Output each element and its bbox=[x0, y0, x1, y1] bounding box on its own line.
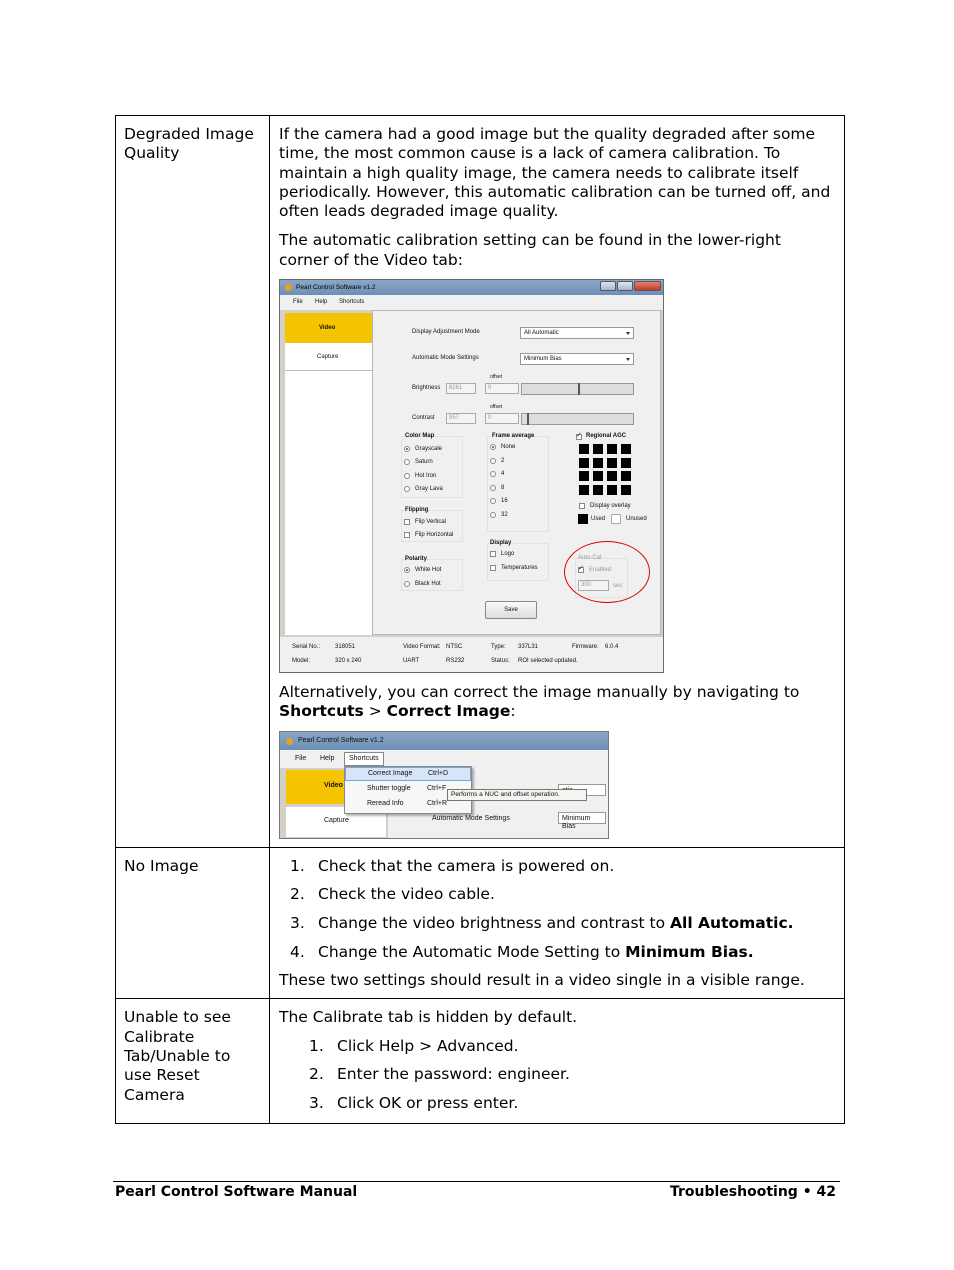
paragraph: These two settings should result in a video single in a visible range. bbox=[279, 971, 805, 990]
agc-cell bbox=[621, 471, 631, 481]
agc-cell bbox=[593, 471, 603, 481]
brightness-offset-field bbox=[485, 383, 519, 394]
offset-label: offset bbox=[490, 404, 503, 411]
menu-shortcuts: Shortcuts bbox=[344, 752, 384, 766]
close-icon bbox=[634, 281, 661, 291]
menu-file: File bbox=[293, 299, 303, 306]
maximize-icon bbox=[617, 281, 633, 291]
status-value: 318051 bbox=[335, 644, 356, 651]
agc-cell bbox=[579, 458, 589, 468]
list-item bbox=[279, 914, 835, 943]
used-swatch bbox=[578, 514, 588, 524]
polarity-option: White Hot bbox=[415, 567, 442, 574]
tab-capture-label: Capture bbox=[317, 354, 339, 361]
tab-capture bbox=[285, 343, 372, 371]
text-run: : bbox=[510, 702, 516, 721]
display-adjustment-value: All Automatic bbox=[524, 330, 559, 337]
step-text: Enter the password: engineer. bbox=[337, 1065, 570, 1084]
solution-cell bbox=[270, 847, 845, 999]
frame-average-option: 16 bbox=[501, 498, 508, 505]
color-map-option: Saturn bbox=[415, 459, 433, 466]
brightness-label: Brightness bbox=[412, 385, 441, 392]
status-value: RS232 bbox=[446, 658, 465, 665]
agc-cell bbox=[621, 444, 631, 454]
agc-cell bbox=[621, 458, 631, 468]
logo-checkbox bbox=[490, 551, 496, 557]
tab-capture-label: Capture bbox=[324, 816, 349, 824]
frame-average-label: Frame average bbox=[492, 433, 535, 440]
list-number: 2. bbox=[290, 885, 305, 904]
list-number: 1. bbox=[309, 1036, 324, 1055]
brightness-value: 8261 bbox=[449, 385, 463, 392]
polarity-option: Black Hot bbox=[415, 581, 441, 588]
paragraph: If the camera had a good image but the quality degraded after some time, the most common cause is a lack of camera calibration. To maintain a high quality image, the camera needs to calibrate itself periodically. However, this automatic calibration can be turned off, and often leads degraded image quality. bbox=[279, 125, 831, 221]
status-label: Serial No.: bbox=[292, 644, 321, 651]
flip-option: Flip Horizontal bbox=[415, 532, 454, 539]
agc-cell bbox=[593, 458, 603, 468]
menu-item-label: Correct Image bbox=[368, 769, 413, 777]
step-bold: All Automatic. bbox=[670, 914, 794, 933]
save-button: Save bbox=[485, 601, 537, 619]
status-label: Type: bbox=[491, 644, 506, 651]
slider-thumb bbox=[578, 383, 580, 395]
flipping-label: Flipping bbox=[405, 507, 429, 514]
footer-title: Pearl Control Software Manual bbox=[115, 1184, 358, 1200]
contrast-field bbox=[446, 413, 476, 424]
menu-item-label: Shutter toggle bbox=[367, 784, 411, 792]
step-text: Change the video brightness and contrast to bbox=[318, 914, 671, 933]
status-value: 337L31 bbox=[518, 644, 539, 651]
agc-cell bbox=[607, 485, 617, 495]
contrast-slider bbox=[521, 413, 634, 425]
display-overlay-label: Display overlay bbox=[590, 503, 631, 510]
agc-cell bbox=[607, 458, 617, 468]
agc-cell bbox=[579, 444, 589, 454]
regional-agc-checkbox bbox=[576, 434, 582, 440]
unused-swatch bbox=[611, 514, 621, 524]
window-titlebar bbox=[280, 732, 608, 750]
agc-cell bbox=[579, 485, 589, 495]
status-label: Model: bbox=[292, 658, 311, 665]
offset-label: offset bbox=[490, 374, 503, 381]
polarity-label: Polarity bbox=[405, 556, 428, 563]
step-bold: Minimum Bias. bbox=[625, 942, 754, 961]
color-map-option: Grayscale bbox=[415, 446, 443, 453]
frame-average-option: None bbox=[501, 444, 516, 451]
steps-list bbox=[279, 857, 835, 972]
issue-cell: No Image bbox=[116, 847, 270, 999]
brightness-offset-value: 0 bbox=[488, 385, 492, 392]
status-label: Status: bbox=[491, 658, 510, 665]
tab-video bbox=[285, 313, 372, 343]
auto-mode-select bbox=[520, 353, 634, 365]
display-option: Temperatures bbox=[501, 565, 538, 572]
auto-mode-value: Minimum Bias bbox=[562, 814, 591, 830]
contrast-value: 957 bbox=[449, 415, 460, 422]
auto-mode-label: Automatic Mode Settings bbox=[432, 814, 510, 822]
minimize-icon bbox=[600, 281, 616, 291]
status-label: Video Format: bbox=[403, 644, 441, 651]
menu-help: Help bbox=[320, 754, 335, 762]
list-item bbox=[279, 1037, 835, 1066]
issue-cell: Unable to see Calibrate Tab/Unable to use Reset Camera bbox=[116, 999, 270, 1124]
color-map-option: Gray Lava bbox=[415, 486, 443, 493]
flip-option: Flip Vertical bbox=[415, 519, 447, 526]
auto-mode-select bbox=[558, 812, 606, 830]
auto-mode-value: Minimum Bias bbox=[524, 356, 562, 363]
dropdown-arrow-icon bbox=[626, 332, 630, 335]
list-number: 3. bbox=[290, 914, 305, 933]
footer-rule bbox=[113, 1181, 840, 1182]
status-label: UART bbox=[403, 658, 420, 665]
table-row bbox=[116, 847, 845, 999]
menu-help: Help bbox=[315, 299, 328, 306]
flip-horizontal-checkbox bbox=[404, 532, 410, 538]
tooltip: Performs a NUC and offset operation. bbox=[447, 789, 587, 801]
list-item bbox=[279, 857, 835, 886]
display-adjustment-label: Display Adjustment Mode bbox=[412, 329, 480, 336]
shortcuts-menu-screenshot bbox=[279, 731, 609, 839]
display-option: Logo bbox=[501, 551, 515, 558]
auto-cal-interval-value: 300 bbox=[581, 582, 592, 589]
status-label: Firmware: bbox=[572, 644, 599, 651]
tab-pane bbox=[285, 313, 372, 635]
list-number: 4. bbox=[290, 942, 305, 961]
window-titlebar bbox=[280, 280, 663, 295]
brightness-slider bbox=[521, 383, 634, 395]
frame-average-option: 4 bbox=[501, 471, 505, 478]
frame-average-option: 8 bbox=[501, 485, 505, 492]
step-text: Click OK or press enter. bbox=[337, 1094, 519, 1113]
agc-cell bbox=[607, 471, 617, 481]
status-value: 320 x 240 bbox=[335, 658, 362, 665]
frame-average-option: 32 bbox=[501, 512, 508, 519]
contrast-label: Contrast bbox=[412, 415, 435, 422]
used-label: Used bbox=[591, 516, 606, 523]
paragraph bbox=[279, 683, 835, 722]
shortcuts-menu-ref: Shortcuts bbox=[279, 702, 364, 721]
text-run: Alternatively, you can correct the image manually by navigating to bbox=[279, 683, 800, 702]
display-group bbox=[487, 543, 549, 581]
text-run: > bbox=[363, 702, 387, 721]
dropdown-arrow-icon bbox=[626, 358, 630, 361]
step-text: Check the video cable. bbox=[318, 885, 495, 904]
table-row bbox=[116, 116, 845, 848]
temperatures-checkbox bbox=[490, 565, 496, 571]
color-map-label: Color Map bbox=[405, 433, 435, 440]
menu-item-label: Reread Info bbox=[367, 799, 404, 807]
status-value: ROI selected updated. bbox=[518, 658, 578, 665]
flip-vertical-checkbox bbox=[404, 519, 410, 525]
regional-agc-label: Regional AGC bbox=[586, 433, 627, 440]
footer-page: Troubleshooting • 42 bbox=[669, 1184, 836, 1200]
display-label: Display bbox=[490, 540, 512, 547]
step-text: Check that the camera is powered on. bbox=[318, 856, 615, 875]
solution-cell bbox=[270, 116, 845, 848]
table-row bbox=[116, 999, 845, 1124]
video-tab-screenshot bbox=[279, 279, 664, 673]
menu-item-shortcut: Ctrl+D bbox=[428, 769, 449, 777]
step-text: Change the Automatic Mode Setting to bbox=[318, 942, 626, 961]
agc-cell bbox=[607, 444, 617, 454]
tab-video-label: Video bbox=[324, 781, 343, 789]
issue-cell: Degraded Image Quality bbox=[116, 116, 270, 848]
agc-cell bbox=[579, 471, 589, 481]
slider-thumb bbox=[527, 413, 529, 425]
color-map-option: Hot Iron bbox=[415, 473, 437, 480]
troubleshooting-table bbox=[115, 115, 845, 1124]
unused-label: Unused bbox=[626, 516, 647, 523]
menu-item-shortcut: Ctrl+R bbox=[427, 799, 448, 807]
menu-item-correct-image bbox=[345, 767, 471, 781]
app-icon bbox=[285, 284, 292, 291]
menu-file: File bbox=[295, 754, 307, 762]
list-item bbox=[279, 943, 835, 972]
tab-video-label: Video bbox=[319, 325, 336, 332]
agc-cell bbox=[593, 485, 603, 495]
steps-list bbox=[279, 1037, 835, 1114]
video-settings-panel bbox=[372, 310, 661, 635]
menu-item-shortcut: Ctrl+F bbox=[427, 784, 447, 792]
menu-bar bbox=[280, 295, 663, 310]
list-item bbox=[279, 885, 835, 914]
menu-shortcuts: Shortcuts bbox=[339, 299, 365, 306]
contrast-offset-value: 0 bbox=[488, 415, 492, 422]
step-text: Click Help > Advanced. bbox=[337, 1036, 519, 1055]
auto-cal-label: Auto-Cal bbox=[578, 555, 602, 562]
list-number: 3. bbox=[309, 1094, 324, 1113]
tab-video bbox=[286, 770, 346, 804]
frame-average-group bbox=[487, 436, 549, 532]
auto-mode-label: Automatic Mode Settings bbox=[412, 355, 479, 362]
highlight-circle bbox=[564, 541, 650, 603]
enabled-label: Enabled bbox=[589, 567, 612, 574]
list-item bbox=[279, 1065, 835, 1094]
status-value: 6.0.4 bbox=[605, 644, 619, 651]
window-title: Pearl Control Software v1.2 bbox=[298, 736, 384, 744]
list-item bbox=[279, 1094, 835, 1114]
status-value: NTSC bbox=[446, 644, 463, 651]
agc-cell bbox=[621, 485, 631, 495]
brightness-field bbox=[446, 383, 476, 394]
frame-average-option: 2 bbox=[501, 458, 505, 465]
display-adjustment-select bbox=[520, 327, 634, 339]
sec-label: sec bbox=[613, 583, 623, 590]
display-overlay-checkbox bbox=[579, 503, 585, 509]
paragraph: The Calibrate tab is hidden by default. bbox=[279, 1008, 578, 1027]
correct-image-ref: Correct Image bbox=[386, 702, 511, 721]
agc-cell bbox=[593, 444, 603, 454]
window-title: Pearl Control Software v1.2 bbox=[296, 284, 376, 292]
list-number: 2. bbox=[309, 1065, 324, 1084]
contrast-offset-field bbox=[485, 413, 519, 424]
solution-cell bbox=[270, 999, 845, 1124]
app-icon bbox=[286, 738, 293, 745]
paragraph: The automatic calibration setting can be found in the lower-right corner of the Video tab: bbox=[279, 231, 781, 269]
status-bar bbox=[280, 637, 663, 673]
list-number: 1. bbox=[290, 856, 305, 875]
